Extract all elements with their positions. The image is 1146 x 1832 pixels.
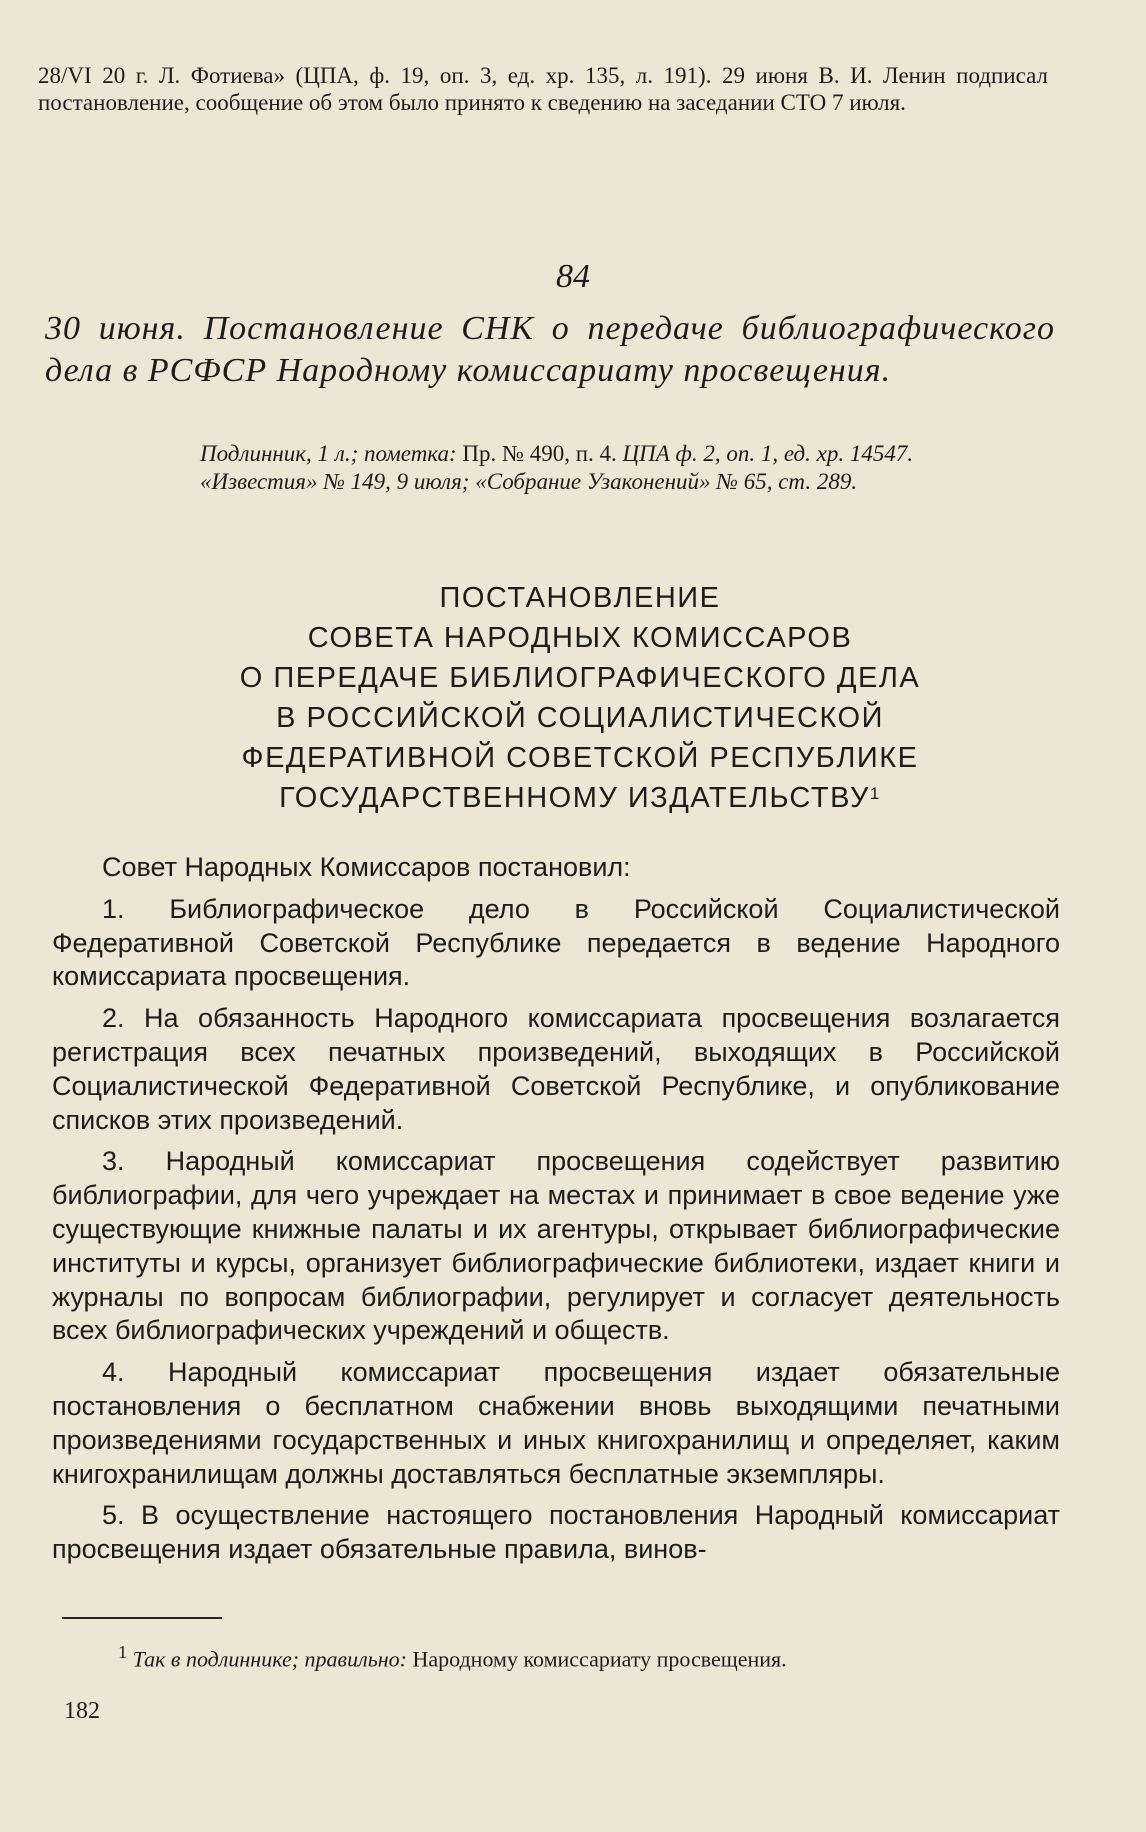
footnote-mark: 1 (118, 1642, 128, 1662)
source-archive: ЦПА ф. 2, оп. 1, ед. хр. 14547. (622, 441, 914, 466)
heading-line: ПОСТАНОВЛЕНИЕ (439, 582, 721, 614)
heading-line: О ПЕРЕДАЧЕ БИБЛИОГРАФИЧЕСКОГО ДЕЛА (239, 662, 921, 694)
source-reference (200, 440, 1050, 496)
heading-line: ГОСУДАРСТВЕННОМУ ИЗДАТЕЛЬСТВУ (279, 782, 870, 814)
source-line-1 (140, 440, 1050, 468)
footnote (118, 1638, 1078, 1673)
source-mark: Пр. № 490, п. 4. (456, 441, 623, 466)
document-number: 84 (556, 258, 590, 295)
page-number: 182 (64, 1698, 100, 1724)
intro-paragraph: 28/VI 20 г. Л. Фотиева» (ЦПА, ф. 19, оп. 3, ед. хр. 135, л. 191). 29 июня В. И. Ленин подписал постановление, сообщение об этом было принято к сведению на заседании СТО 7 июля. (38, 63, 1048, 115)
footnote-italic: Так в подлиннике; правильно: (132, 1646, 407, 1672)
heading-line: СОВЕТА НАРОДНЫХ КОМИССАРОВ (307, 622, 853, 654)
resolution-heading (80, 578, 1080, 818)
paragraph-4: 4. Народный комиссариат просвещения издает обязательные постановления о бесплатном снабжении вновь выходящими печатными произведениями государственных и иных книгохранилищ и определяет, каким книгохранилищам должны доставляться бесплатные экземпляры. (52, 1357, 1060, 1489)
heading-line: В РОССИЙСКОЙ СОЦИАЛИСТИЧЕСКОЙ (276, 702, 884, 734)
paragraph-2: 2. На обязанность Народного комиссариата просвещения возлагается регистрация всех печатных произведений, выходящих в Российской Социалистической Федеративной Советской Республике, и опубликование списков этих произведений. (52, 1003, 1060, 1135)
paragraph-5: 5. В осуществление настоящего постановления Народный комиссариат просвещения издает обязательные правила, винов- (52, 1500, 1060, 1565)
paragraph-3: 3. Народный комиссариат просвещения содействует развитию библиографии, для чего учреждает на местах и принимает в свое ведение уже существующие книжные палаты и их агентуры, открывает библиографические институты и курсы, организует библиографические библиотеки, издает книги и журналы по вопросам библиографии, регулирует и согласует деятельность всех библиографических учреждений и обществ. (52, 1146, 1060, 1346)
heading-line-last (80, 778, 1080, 818)
preamble: Совет Народных Комиссаров постановил: (102, 852, 631, 882)
heading-line: ФЕДЕРАТИВНОЙ СОВЕТСКОЙ РЕСПУБЛИКЕ (241, 742, 919, 774)
footnote-divider (62, 1617, 222, 1619)
resolution-body (52, 851, 1060, 1575)
paragraph-1: 1. Библиографическое дело в Российской Социалистической Федеративной Советской Республике передается в ведение Народного комиссариата просвещения. (52, 893, 1060, 992)
footnote-text: Народному комиссариату просвещения. (406, 1646, 787, 1672)
source-original-label: Подлинник, 1 л.; пометка: (200, 441, 457, 466)
heading-footnote-mark: 1 (869, 784, 881, 803)
document-title: 30 июня. Постановление СНК о передаче библиографического дела в РСФСР Народному комиссариату просвещения. (45, 310, 1055, 389)
source-line-2: «Известия» № 149, 9 июля; «Собрание Узаконений» № 65, ст. 289. (200, 469, 858, 494)
